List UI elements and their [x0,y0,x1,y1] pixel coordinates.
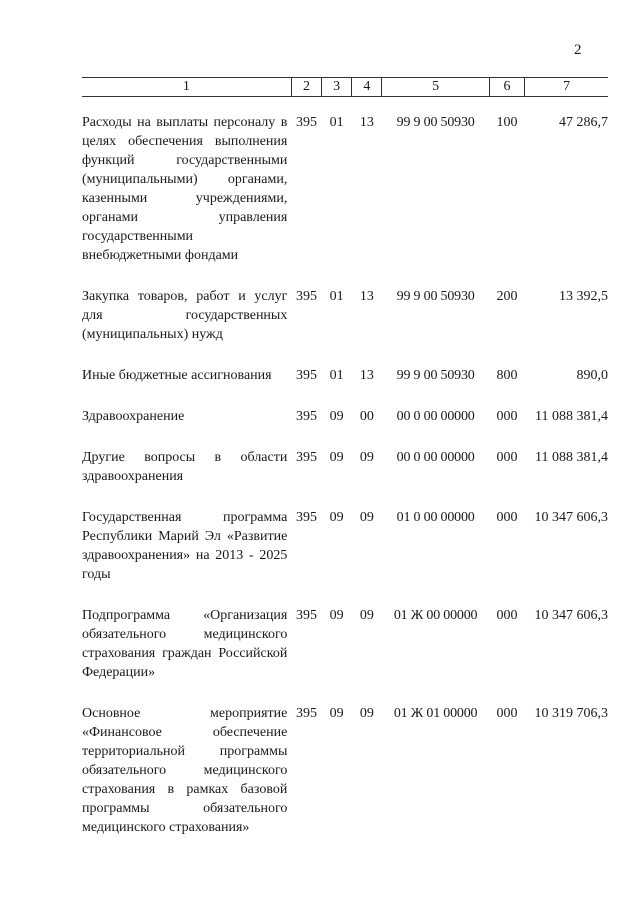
row-sum: 11 088 381,4 [535,450,608,465]
row-name: Государственная программа Республики Марий Эл «Развитие здравоохранения» на 2013 - 2025 годы [82,510,288,582]
row-sum: 47 286,7 [559,115,608,130]
row-csr: 01 Ж 00 00000 [393,608,478,623]
row-name: Подпрограмма «Организация обязательного медицинского страхования граждан Российской Федерации» [82,608,288,680]
row-sum: 10 319 706,3 [534,706,608,721]
row-sum: 10 347 606,3 [534,510,608,525]
table-row [82,448,608,486]
row-vr: 000 [496,608,518,623]
table-row [82,508,608,584]
row-csr: 99 9 00 50930 [396,289,475,304]
row-name: Расходы на выплаты персоналу в целях обеспечения выполнения функций государственными (муниципальными) органами, казенными учреждениями, органами управления государственными внебюджетными фондами [82,115,288,263]
row-vr: 000 [496,450,518,465]
row-vr: 800 [496,368,518,383]
row-rz: 09 [329,409,344,424]
row-pr: 09 [359,706,374,721]
table-row [82,606,608,682]
row-grbs: 395 [295,450,317,465]
table-row [82,287,608,344]
row-pr: 13 [359,115,374,130]
row-rz: 09 [329,510,344,525]
row-sum: 890,0 [576,368,608,383]
row-rz: 09 [329,706,344,721]
row-rz: 09 [329,450,344,465]
table-row [82,704,608,837]
column-header: 6 [489,78,524,97]
table-header-row [82,78,608,97]
row-grbs: 395 [295,409,317,424]
row-grbs: 395 [295,115,317,130]
row-csr: 01 0 00 00000 [396,510,475,525]
row-pr: 13 [359,368,374,383]
row-vr: 000 [496,510,518,525]
row-rz: 01 [329,368,344,383]
row-pr: 13 [359,289,374,304]
row-sum: 11 088 381,4 [535,409,608,424]
column-header: 4 [352,78,382,97]
row-name: Здравоохранение [82,409,185,424]
table-row [82,407,608,426]
row-name: Основное мероприятие «Финансовое обеспечение территориальной программы обязательного медицинского страхования в рамках базовой программы обязательного медицинского страхования» [82,706,288,835]
row-name: Другие вопросы в области здравоохранения [82,450,288,484]
table-row [82,113,608,265]
row-rz: 01 [329,115,344,130]
table-row [82,366,608,385]
column-header: 3 [322,78,352,97]
row-pr: 09 [359,450,374,465]
column-header: 7 [525,78,608,97]
row-vr: 000 [496,409,518,424]
row-name: Иные бюджетные ассигнования [82,368,272,383]
row-rz: 09 [329,608,344,623]
row-vr: 000 [496,706,518,721]
row-pr: 09 [359,510,374,525]
row-grbs: 395 [295,608,317,623]
row-pr: 09 [359,608,374,623]
row-csr: 00 0 00 00000 [396,450,475,465]
row-pr: 00 [359,409,374,424]
budget-table [82,77,608,837]
column-header: 5 [382,78,489,97]
row-sum: 10 347 606,3 [534,608,608,623]
row-csr: 99 9 00 50930 [396,115,475,130]
row-grbs: 395 [295,289,317,304]
row-csr: 01 Ж 01 00000 [393,706,478,721]
column-header: 1 [82,78,291,97]
row-name: Закупка товаров, работ и услуг для государственных (муниципальных) нужд [82,289,288,342]
row-csr: 00 0 00 00000 [396,409,475,424]
row-sum: 13 392,5 [559,289,608,304]
row-rz: 01 [329,289,344,304]
row-grbs: 395 [295,510,317,525]
row-grbs: 395 [295,706,317,721]
row-vr: 200 [496,289,518,304]
row-grbs: 395 [295,368,317,383]
row-csr: 99 9 00 50930 [396,368,475,383]
column-header: 2 [291,78,321,97]
row-vr: 100 [496,115,518,130]
page-number: 2 [574,42,582,58]
